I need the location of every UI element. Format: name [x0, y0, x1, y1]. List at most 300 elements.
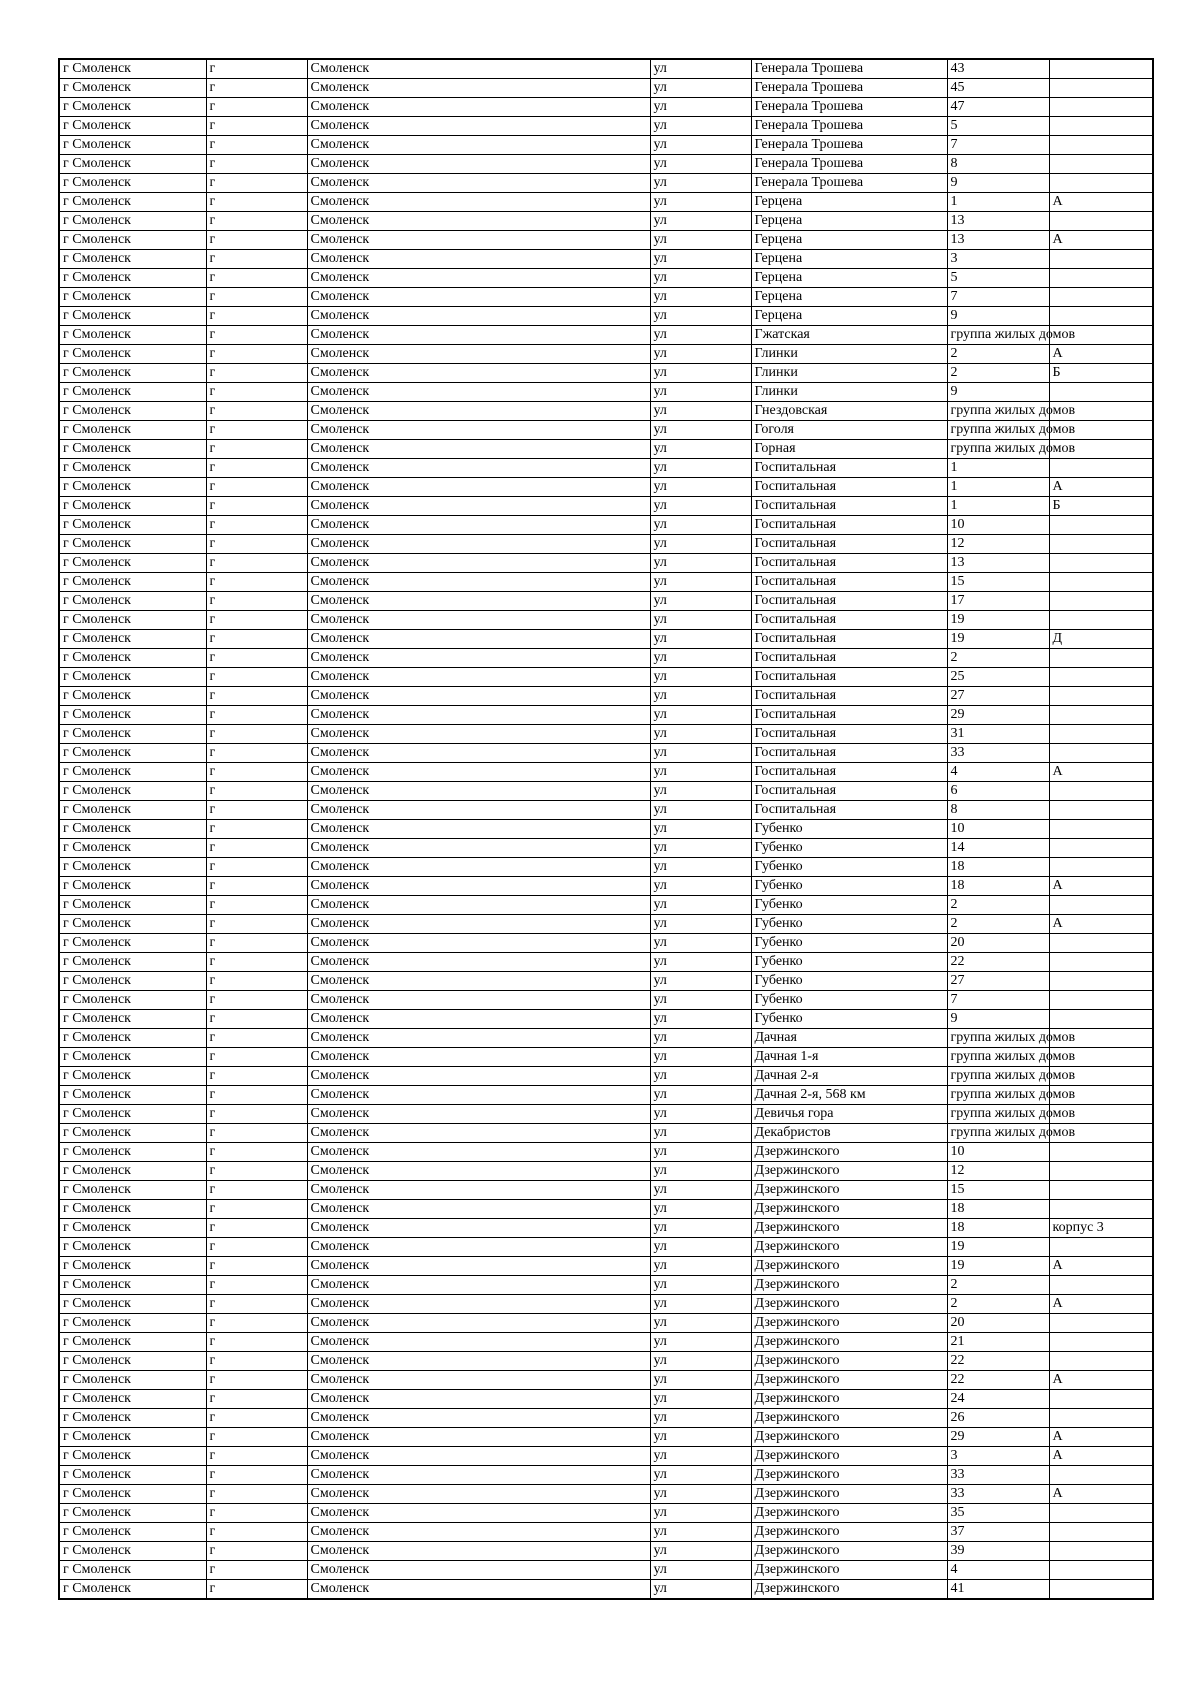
street-type-cell: ул	[650, 1561, 751, 1580]
street-name-cell: Дзержинского	[751, 1257, 947, 1276]
building-suffix-cell	[1049, 1333, 1153, 1352]
settlement-type-cell: г	[206, 497, 307, 516]
street-type-cell: ул	[650, 725, 751, 744]
street-name-cell: Дзержинского	[751, 1409, 947, 1428]
table-row	[59, 839, 1153, 858]
city-cell: Смоленск	[307, 896, 650, 915]
house-number-cell: 20	[947, 1314, 1049, 1333]
street-type-cell: ул	[650, 231, 751, 250]
city-cell: Смоленск	[307, 782, 650, 801]
street-name-cell: Дзержинского	[751, 1447, 947, 1466]
street-type-cell: ул	[650, 744, 751, 763]
building-suffix-cell	[1049, 725, 1153, 744]
street-type-cell: ул	[650, 250, 751, 269]
city-cell: Смоленск	[307, 991, 650, 1010]
city-cell: Смоленск	[307, 269, 650, 288]
city-cell: Смоленск	[307, 1580, 650, 1600]
settlement-type-cell: г	[206, 782, 307, 801]
city-cell: Смоленск	[307, 364, 650, 383]
street-type-cell: ул	[650, 1333, 751, 1352]
house-number-cell: 37	[947, 1523, 1049, 1542]
street-type-cell: ул	[650, 953, 751, 972]
settlement-type-cell: г	[206, 345, 307, 364]
building-suffix-cell	[1049, 1542, 1153, 1561]
table-row	[59, 1314, 1153, 1333]
settlement-type-cell: г	[206, 1580, 307, 1600]
street-type-cell: ул	[650, 497, 751, 516]
street-name-cell: Госпитальная	[751, 554, 947, 573]
house-number-cell: 5	[947, 269, 1049, 288]
region-cell: г Смоленск	[59, 611, 206, 630]
house-number-cell: 24	[947, 1390, 1049, 1409]
city-cell: Смоленск	[307, 706, 650, 725]
table-row	[59, 991, 1153, 1010]
city-cell: Смоленск	[307, 1352, 650, 1371]
table-row	[59, 117, 1153, 136]
city-cell: Смоленск	[307, 573, 650, 592]
table-row	[59, 1428, 1153, 1447]
settlement-type-cell: г	[206, 440, 307, 459]
table-row	[59, 421, 1153, 440]
street-name-cell: Глинки	[751, 364, 947, 383]
street-type-cell: ул	[650, 611, 751, 630]
table-row	[59, 611, 1153, 630]
street-name-cell: Госпитальная	[751, 782, 947, 801]
table-row	[59, 269, 1153, 288]
street-type-cell: ул	[650, 535, 751, 554]
table-row	[59, 440, 1153, 459]
house-number-cell: 26	[947, 1409, 1049, 1428]
table-row	[59, 1181, 1153, 1200]
settlement-type-cell: г	[206, 174, 307, 193]
settlement-type-cell: г	[206, 820, 307, 839]
city-cell: Смоленск	[307, 516, 650, 535]
building-suffix-cell	[1049, 136, 1153, 155]
house-number-cell: 45	[947, 79, 1049, 98]
settlement-type-cell: г	[206, 269, 307, 288]
house-number-cell: 2	[947, 364, 1049, 383]
settlement-type-cell: г	[206, 459, 307, 478]
city-cell: Смоленск	[307, 1200, 650, 1219]
building-suffix-cell	[1049, 288, 1153, 307]
building-suffix-cell: А	[1049, 345, 1153, 364]
building-suffix-cell	[1049, 269, 1153, 288]
street-name-cell: Губенко	[751, 953, 947, 972]
table-row	[59, 231, 1153, 250]
city-cell: Смоленск	[307, 611, 650, 630]
house-number-cell: 27	[947, 972, 1049, 991]
city-cell: Смоленск	[307, 1029, 650, 1048]
table-row	[59, 155, 1153, 174]
table-row	[59, 98, 1153, 117]
region-cell: г Смоленск	[59, 364, 206, 383]
table-row	[59, 1295, 1153, 1314]
city-cell: Смоленск	[307, 839, 650, 858]
house-number-cell: 22	[947, 953, 1049, 972]
table-row	[59, 1542, 1153, 1561]
settlement-type-cell: г	[206, 1352, 307, 1371]
table-row	[59, 858, 1153, 877]
settlement-type-cell: г	[206, 573, 307, 592]
street-name-cell: Дзержинского	[751, 1561, 947, 1580]
region-cell: г Смоленск	[59, 858, 206, 877]
region-cell: г Смоленск	[59, 915, 206, 934]
street-name-cell: Госпитальная	[751, 744, 947, 763]
street-type-cell: ул	[650, 896, 751, 915]
building-suffix-cell	[1049, 744, 1153, 763]
table-row	[59, 630, 1153, 649]
building-suffix-cell	[1049, 1314, 1153, 1333]
city-cell: Смоленск	[307, 497, 650, 516]
street-type-cell: ул	[650, 592, 751, 611]
street-type-cell: ул	[650, 1371, 751, 1390]
table-row	[59, 516, 1153, 535]
settlement-type-cell: г	[206, 1086, 307, 1105]
street-type-cell: ул	[650, 1295, 751, 1314]
city-cell: Смоленск	[307, 934, 650, 953]
street-type-cell: ул	[650, 1067, 751, 1086]
house-number-cell: 22	[947, 1371, 1049, 1390]
city-cell: Смоленск	[307, 1257, 650, 1276]
street-type-cell: ул	[650, 820, 751, 839]
street-name-cell: Губенко	[751, 896, 947, 915]
region-cell: г Смоленск	[59, 972, 206, 991]
settlement-type-cell: г	[206, 1181, 307, 1200]
house-number-cell: 13	[947, 212, 1049, 231]
table-row	[59, 687, 1153, 706]
settlement-type-cell: г	[206, 953, 307, 972]
house-number-cell: 4	[947, 1561, 1049, 1580]
street-name-cell: Дачная 2-я, 568 км	[751, 1086, 947, 1105]
region-cell: г Смоленск	[59, 1181, 206, 1200]
region-cell: г Смоленск	[59, 839, 206, 858]
street-name-cell: Госпитальная	[751, 573, 947, 592]
region-cell: г Смоленск	[59, 1428, 206, 1447]
table-row	[59, 1447, 1153, 1466]
region-cell: г Смоленск	[59, 592, 206, 611]
table-row	[59, 174, 1153, 193]
table-row	[59, 1371, 1153, 1390]
street-name-cell: Госпитальная	[751, 630, 947, 649]
house-number-cell: группа жилых домов	[947, 326, 1049, 345]
table-row	[59, 535, 1153, 554]
house-number-cell: 18	[947, 1219, 1049, 1238]
region-cell: г Смоленск	[59, 535, 206, 554]
house-number-cell: 33	[947, 1466, 1049, 1485]
settlement-type-cell: г	[206, 858, 307, 877]
table-row	[59, 1409, 1153, 1428]
street-name-cell: Герцена	[751, 193, 947, 212]
city-cell: Смоленск	[307, 820, 650, 839]
region-cell: г Смоленск	[59, 1314, 206, 1333]
table-row	[59, 1238, 1153, 1257]
building-suffix-cell	[1049, 801, 1153, 820]
region-cell: г Смоленск	[59, 193, 206, 212]
table-row	[59, 497, 1153, 516]
table-row	[59, 1466, 1153, 1485]
street-name-cell: Генерала Трошева	[751, 117, 947, 136]
house-number-cell: 2	[947, 1295, 1049, 1314]
city-cell: Смоленск	[307, 1295, 650, 1314]
house-number-cell: 18	[947, 877, 1049, 896]
settlement-type-cell: г	[206, 972, 307, 991]
building-suffix-cell	[1049, 991, 1153, 1010]
street-name-cell: Герцена	[751, 269, 947, 288]
street-type-cell: ул	[650, 59, 751, 79]
house-number-cell: 8	[947, 155, 1049, 174]
region-cell: г Смоленск	[59, 934, 206, 953]
city-cell: Смоленск	[307, 858, 650, 877]
city-cell: Смоленск	[307, 98, 650, 117]
table-row	[59, 573, 1153, 592]
city-cell: Смоленск	[307, 1504, 650, 1523]
city-cell: Смоленск	[307, 972, 650, 991]
table-row	[59, 1219, 1153, 1238]
region-cell: г Смоленск	[59, 782, 206, 801]
house-number-cell: 2	[947, 1276, 1049, 1295]
street-name-cell: Дзержинского	[751, 1352, 947, 1371]
house-number-cell: 19	[947, 1257, 1049, 1276]
building-suffix-cell	[1049, 98, 1153, 117]
table-row	[59, 193, 1153, 212]
street-type-cell: ул	[650, 839, 751, 858]
region-cell: г Смоленск	[59, 991, 206, 1010]
street-type-cell: ул	[650, 972, 751, 991]
building-suffix-cell	[1049, 535, 1153, 554]
region-cell: г Смоленск	[59, 516, 206, 535]
region-cell: г Смоленск	[59, 345, 206, 364]
table-row	[59, 649, 1153, 668]
street-type-cell: ул	[650, 858, 751, 877]
building-suffix-cell	[1049, 1466, 1153, 1485]
building-suffix-cell	[1049, 592, 1153, 611]
city-cell: Смоленск	[307, 763, 650, 782]
house-number-cell: 47	[947, 98, 1049, 117]
table-row	[59, 1485, 1153, 1504]
document-page	[58, 58, 1154, 1600]
house-number-cell: 8	[947, 801, 1049, 820]
settlement-type-cell: г	[206, 212, 307, 231]
street-name-cell: Дзержинского	[751, 1485, 947, 1504]
region-cell: г Смоленск	[59, 1352, 206, 1371]
building-suffix-cell	[1049, 1561, 1153, 1580]
building-suffix-cell: А	[1049, 231, 1153, 250]
street-name-cell: Дзержинского	[751, 1276, 947, 1295]
city-cell: Смоленск	[307, 1314, 650, 1333]
table-row	[59, 1352, 1153, 1371]
region-cell: г Смоленск	[59, 1200, 206, 1219]
table-row	[59, 1257, 1153, 1276]
table-row	[59, 953, 1153, 972]
building-suffix-cell	[1049, 459, 1153, 478]
table-row	[59, 1333, 1153, 1352]
street-type-cell: ул	[650, 1029, 751, 1048]
building-suffix-cell: А	[1049, 1447, 1153, 1466]
street-name-cell: Госпитальная	[751, 535, 947, 554]
house-number-cell: 7	[947, 136, 1049, 155]
street-name-cell: Девичья гора	[751, 1105, 947, 1124]
settlement-type-cell: г	[206, 1048, 307, 1067]
street-type-cell: ул	[650, 1200, 751, 1219]
building-suffix-cell: А	[1049, 478, 1153, 497]
settlement-type-cell: г	[206, 1466, 307, 1485]
street-name-cell: Дзержинского	[751, 1200, 947, 1219]
street-name-cell: Госпитальная	[751, 497, 947, 516]
house-number-cell: 10	[947, 820, 1049, 839]
settlement-type-cell: г	[206, 1485, 307, 1504]
table-row	[59, 250, 1153, 269]
building-suffix-cell	[1049, 668, 1153, 687]
city-cell: Смоленск	[307, 383, 650, 402]
house-number-cell: 33	[947, 1485, 1049, 1504]
house-number-cell: 15	[947, 1181, 1049, 1200]
street-name-cell: Герцена	[751, 212, 947, 231]
street-name-cell: Дзержинского	[751, 1181, 947, 1200]
building-suffix-cell	[1049, 1200, 1153, 1219]
settlement-type-cell: г	[206, 1276, 307, 1295]
building-suffix-cell	[1049, 953, 1153, 972]
street-name-cell: Дзержинского	[751, 1523, 947, 1542]
region-cell: г Смоленск	[59, 1390, 206, 1409]
region-cell: г Смоленск	[59, 383, 206, 402]
region-cell: г Смоленск	[59, 174, 206, 193]
table-row	[59, 1048, 1153, 1067]
region-cell: г Смоленск	[59, 744, 206, 763]
settlement-type-cell: г	[206, 155, 307, 174]
street-type-cell: ул	[650, 269, 751, 288]
street-name-cell: Гнездовская	[751, 402, 947, 421]
city-cell: Смоленск	[307, 1048, 650, 1067]
street-name-cell: Госпитальная	[751, 763, 947, 782]
settlement-type-cell: г	[206, 1409, 307, 1428]
region-cell: г Смоленск	[59, 1105, 206, 1124]
settlement-type-cell: г	[206, 1200, 307, 1219]
region-cell: г Смоленск	[59, 1276, 206, 1295]
table-row	[59, 1200, 1153, 1219]
settlement-type-cell: г	[206, 1371, 307, 1390]
street-name-cell: Госпитальная	[751, 516, 947, 535]
building-suffix-cell	[1049, 687, 1153, 706]
street-type-cell: ул	[650, 1447, 751, 1466]
street-name-cell: Герцена	[751, 307, 947, 326]
house-number-cell: 27	[947, 687, 1049, 706]
region-cell: г Смоленск	[59, 687, 206, 706]
region-cell: г Смоленск	[59, 1124, 206, 1143]
city-cell: Смоленск	[307, 1086, 650, 1105]
table-row	[59, 725, 1153, 744]
street-type-cell: ул	[650, 1352, 751, 1371]
building-suffix-cell: А	[1049, 1257, 1153, 1276]
building-suffix-cell	[1049, 1143, 1153, 1162]
house-number-cell: 41	[947, 1580, 1049, 1600]
street-name-cell: Госпитальная	[751, 649, 947, 668]
street-type-cell: ул	[650, 1143, 751, 1162]
city-cell: Смоленск	[307, 1466, 650, 1485]
city-cell: Смоленск	[307, 1523, 650, 1542]
street-name-cell: Госпитальная	[751, 478, 947, 497]
street-type-cell: ул	[650, 649, 751, 668]
table-row	[59, 934, 1153, 953]
house-number-cell: 7	[947, 288, 1049, 307]
house-number-cell: 43	[947, 59, 1049, 79]
settlement-type-cell: г	[206, 630, 307, 649]
table-row	[59, 326, 1153, 345]
settlement-type-cell: г	[206, 516, 307, 535]
city-cell: Смоленск	[307, 1409, 650, 1428]
city-cell: Смоленск	[307, 288, 650, 307]
building-suffix-cell: А	[1049, 1295, 1153, 1314]
building-suffix-cell	[1049, 896, 1153, 915]
region-cell: г Смоленск	[59, 1219, 206, 1238]
building-suffix-cell	[1049, 250, 1153, 269]
city-cell: Смоленск	[307, 1371, 650, 1390]
region-cell: г Смоленск	[59, 1504, 206, 1523]
street-name-cell: Генерала Трошева	[751, 98, 947, 117]
settlement-type-cell: г	[206, 744, 307, 763]
settlement-type-cell: г	[206, 478, 307, 497]
house-number-cell: 13	[947, 554, 1049, 573]
street-name-cell: Горная	[751, 440, 947, 459]
street-type-cell: ул	[650, 1523, 751, 1542]
city-cell: Смоленск	[307, 1181, 650, 1200]
street-name-cell: Глинки	[751, 383, 947, 402]
street-type-cell: ул	[650, 79, 751, 98]
street-name-cell: Дзержинского	[751, 1333, 947, 1352]
house-number-cell: 15	[947, 573, 1049, 592]
street-type-cell: ул	[650, 801, 751, 820]
building-suffix-cell	[1049, 782, 1153, 801]
region-cell: г Смоленск	[59, 1409, 206, 1428]
street-type-cell: ул	[650, 687, 751, 706]
street-name-cell: Госпитальная	[751, 592, 947, 611]
building-suffix-cell	[1049, 155, 1153, 174]
house-number-cell: 18	[947, 1200, 1049, 1219]
street-name-cell: Дзержинского	[751, 1371, 947, 1390]
settlement-type-cell: г	[206, 326, 307, 345]
settlement-type-cell: г	[206, 1542, 307, 1561]
settlement-type-cell: г	[206, 79, 307, 98]
city-cell: Смоленск	[307, 668, 650, 687]
house-number-cell: 39	[947, 1542, 1049, 1561]
city-cell: Смоленск	[307, 79, 650, 98]
settlement-type-cell: г	[206, 1428, 307, 1447]
street-name-cell: Дзержинского	[751, 1504, 947, 1523]
region-cell: г Смоленск	[59, 212, 206, 231]
city-cell: Смоленск	[307, 1561, 650, 1580]
house-number-cell: группа жилых домов	[947, 1086, 1049, 1105]
street-type-cell: ул	[650, 440, 751, 459]
settlement-type-cell: г	[206, 915, 307, 934]
street-type-cell: ул	[650, 630, 751, 649]
region-cell: г Смоленск	[59, 98, 206, 117]
region-cell: г Смоленск	[59, 554, 206, 573]
region-cell: г Смоленск	[59, 801, 206, 820]
settlement-type-cell: г	[206, 1162, 307, 1181]
region-cell: г Смоленск	[59, 763, 206, 782]
house-number-cell: группа жилых домов	[947, 1124, 1049, 1143]
settlement-type-cell: г	[206, 421, 307, 440]
table-row	[59, 1561, 1153, 1580]
settlement-type-cell: г	[206, 1257, 307, 1276]
building-suffix-cell: А	[1049, 193, 1153, 212]
city-cell: Смоленск	[307, 212, 650, 231]
city-cell: Смоленск	[307, 1276, 650, 1295]
settlement-type-cell: г	[206, 991, 307, 1010]
street-name-cell: Генерала Трошева	[751, 136, 947, 155]
region-cell: г Смоленск	[59, 59, 206, 79]
street-name-cell: Губенко	[751, 839, 947, 858]
region-cell: г Смоленск	[59, 269, 206, 288]
